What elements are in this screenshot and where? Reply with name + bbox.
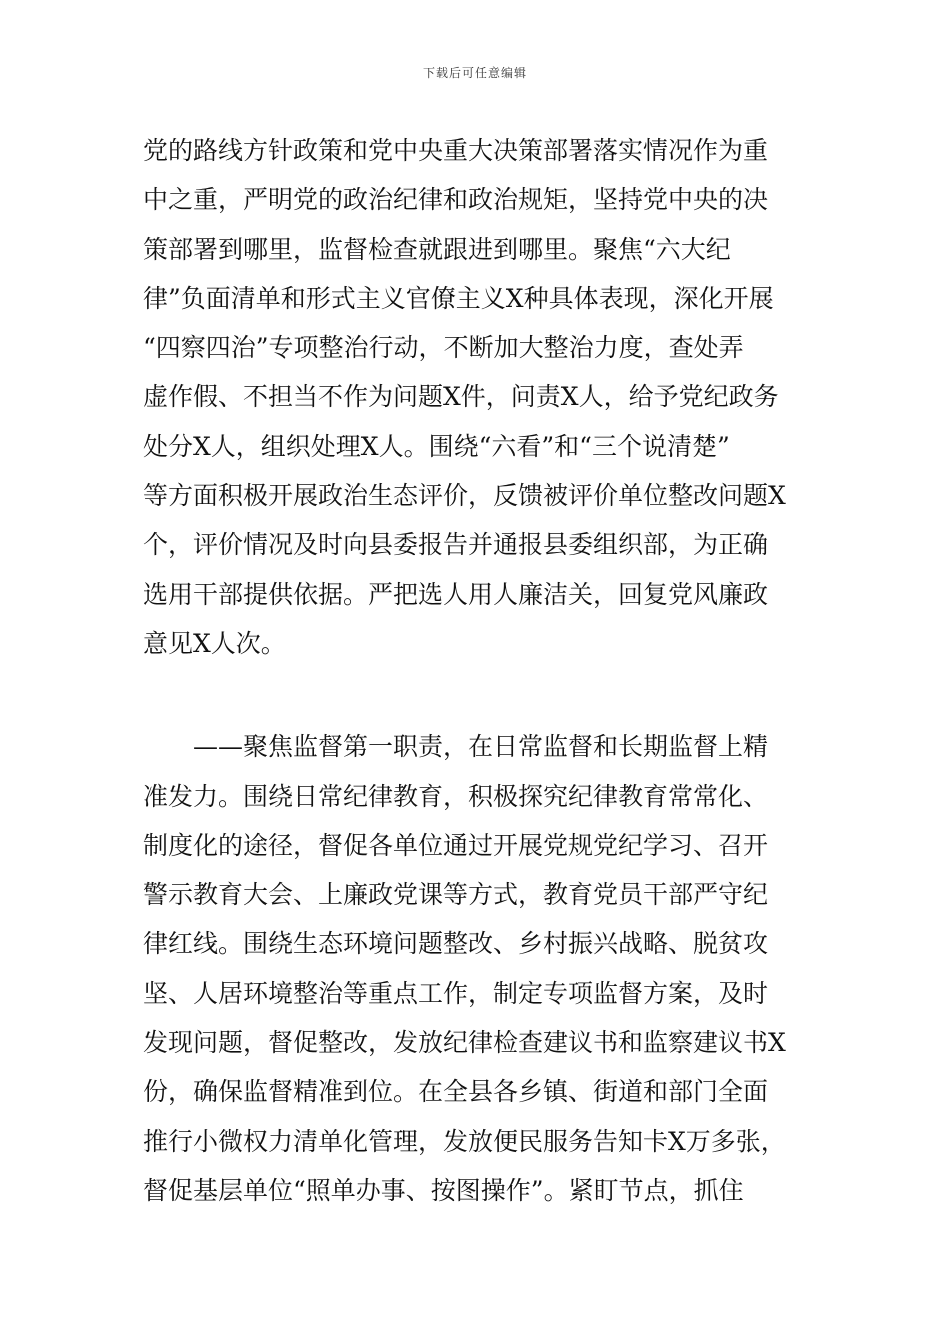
paragraph-2 (143, 722, 815, 1215)
text-line: 处分X人，组织处理X人。围绕“六看”和“三个说清楚” (143, 431, 730, 461)
document-body (143, 126, 815, 1215)
text-line: 律”负面清单和形式主义官僚主义X种具体表现，深化开展 (143, 283, 774, 313)
text-line: ——聚焦监督第一职责，在日常监督和长期监督上精 (143, 732, 769, 762)
text-line: 个，评价情况及时向县委报告并通报县委组织部，为正确 (143, 530, 769, 560)
text-line: 制度化的途径，督促各单位通过开展党规党纪学习、召开 (143, 830, 769, 860)
text-line: 坚、人居环境整治等重点工作，制定专项监督方案，及时 (143, 978, 769, 1008)
text-line: 虚作假、不担当不作为问题X件，问责X人，给予党纪政务 (143, 382, 779, 412)
text-line: 意见X人次。 (143, 628, 286, 658)
text-line: 选用干部提供依据。严把选人用人廉洁关，回复党风廉政 (143, 579, 769, 609)
text-line: 份，确保监督精准到位。在全县各乡镇、街道和部门全面 (143, 1077, 769, 1107)
text-line: 等方面积极开展政治生态评价，反馈被评价单位整改问题X (143, 481, 786, 511)
text-line: 推行小微权力清单化管理，发放便民服务告知卡X万多张， (143, 1126, 786, 1156)
text-line: 党的路线方针政策和党中央重大决策部署落实情况作为重 (143, 136, 769, 165)
page-header: 下载后可任意编辑 (422, 66, 527, 80)
paragraph-1 (143, 126, 815, 668)
text-line: 督促基层单位“照单办事、按图操作”。紧盯节点，抓住 (143, 1175, 744, 1205)
text-line: 律红线。围绕生态环境问题整改、乡村振兴战略、脱贫攻 (143, 929, 769, 959)
text-line: 警示教育大会、上廉政党课等方式，教育党员干部严守纪 (143, 880, 769, 910)
text-line: “四察四治”专项整治行动，不断加大整治力度，查处弄 (143, 333, 744, 363)
text-line: 发现问题，督促整改，发放纪律检查建议书和监察建议书X (143, 1028, 786, 1058)
paragraph-gap (143, 668, 815, 722)
text-line: 中之重，严明党的政治纪律和政治规矩，坚持党中央的决 (143, 185, 769, 215)
text-line: 准发力。围绕日常纪律教育，积极探究纪律教育常常化、 (143, 781, 769, 811)
text-line: 策部署到哪里，监督检查就跟进到哪里。聚焦“六大纪 (143, 234, 731, 264)
